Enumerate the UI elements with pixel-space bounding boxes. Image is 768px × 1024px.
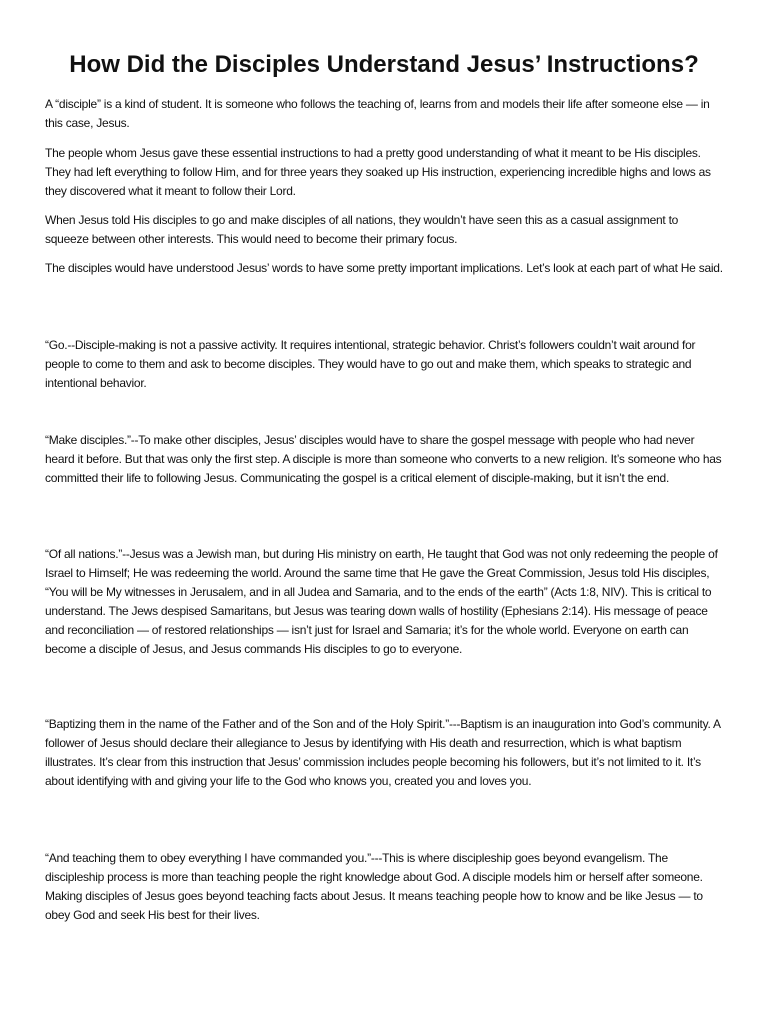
paragraph-baptizing: “Baptizing them in the name of the Father and of the Son and of the Holy Spirit.”---Baptism is an inauguration into God’s community. A follower of Jesus should declare their allegiance to Jesus by identifying with His death and resurrection, which is what baptism illustrates. It’s clear from this instruction that Jesus’ commission includes people becoming his followers, but it’s not limited to it. It’s about identifying with and giving your life to the God who knows you, created you and loves you.	[45, 717, 721, 788]
paragraph-disciples-understanding: The people whom Jesus gave these essential instructions to had a pretty good understanding of what it meant to be His disciples. They had left everything to follow Him, and for three years they soaked up His instruction, experiencing incredible highs and lows as they discovered what it meant to follow their Lord.	[45, 146, 711, 198]
paragraph-disciple-definition: A “disciple” is a kind of student. It is someone who follows the teaching of, learns from and models their life after someone else — in this case, Jesus.	[45, 97, 710, 130]
paragraph-teaching: “And teaching them to obey everything I have commanded you.”---This is where discipleship goes beyond evangelism. The discipleship process is more than teaching people the right knowledge about God. A disciple models him or herself after someone. Making disciples of Jesus goes beyond teaching facts about Jesus. It means teaching people how to know and be like Jesus — to obey God and seek His best for their lives.	[45, 851, 703, 922]
paragraph-all-nations: “Of all nations.”--Jesus was a Jewish man, but during His ministry on earth, He taught that God was not only redeeming the people of Israel to Himself; He was redeeming the world. Around the same time that He gave the Great Commission, Jesus told His disciples, “You will be My witnesses in Jerusalem, and in all Judea and Samaria, and to the ends of the earth” (Acts 1:8, NIV). This is critical to understand. The Jews despised Samaritans, but Jesus was tearing down walls of hostility (Ephesians 2:14). His message of peace and reconciliation — of restored relationships — isn’t just for Israel and Samaria; it’s for the whole world. Everyone on earth can become a disciple of Jesus, and Jesus commands His disciples to go to everyone.	[45, 547, 718, 656]
page-title: How Did the Disciples Understand Jesus’ Instructions?	[69, 51, 699, 78]
paragraph-go: “Go.--Disciple-making is not a passive activity. It requires intentional, strategic behavior. Christ’s followers couldn’t wait around for people to come to them and ask to become disciples. They would have to go out and make them, which speaks to strategic and intentional behavior.	[45, 338, 696, 390]
paragraph-make-disciples: “Make disciples.”--To make other disciples, Jesus’ disciples would have to share the gospel message with people who had never heard it before. But that was only the first step. A disciple is more than someone who converts to a new religion. It’s someone who has committed their life to following Jesus. Communicating the gospel is a critical element of disciple-making, but it isn’t the end.	[45, 433, 722, 485]
paragraph-implications: The disciples would have understood Jesus’ words to have some pretty important implications. Let’s look at each part of what He said.	[45, 261, 723, 275]
paragraph-primary-focus: When Jesus told His disciples to go and make disciples of all nations, they wouldn’t have seen this as a casual assignment to squeeze between other interests. This would need to become their primary focus.	[45, 213, 679, 246]
